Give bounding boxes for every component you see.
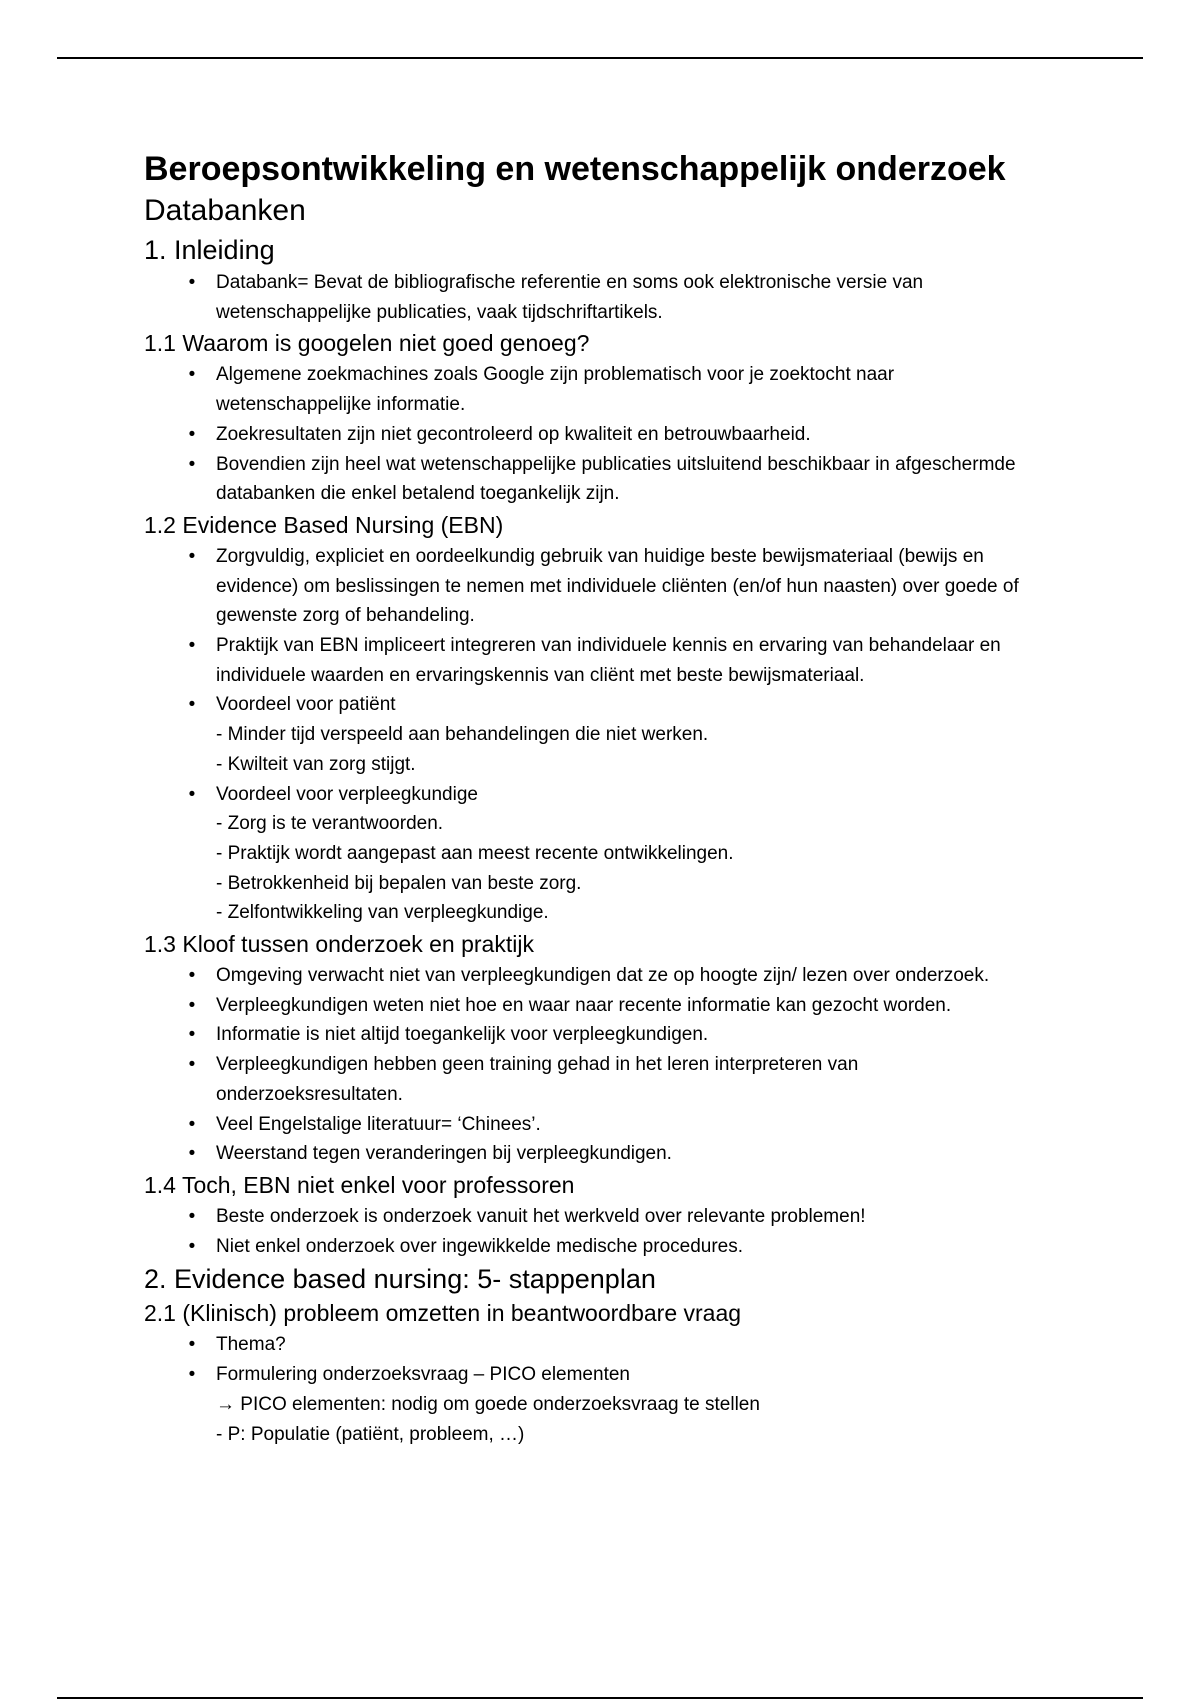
footer-rule <box>57 1697 1143 1699</box>
bullet-icon: • <box>188 1205 196 1227</box>
bullet-item <box>144 1050 1044 1109</box>
bullet-subline: - Zelfontwikkeling van verpleegkundige. <box>216 902 549 924</box>
bullet-text: Verpleegkundigen weten niet hoe en waar naar recente informatie kan gezocht worden. <box>216 994 952 1016</box>
bullet-icon: • <box>188 364 196 386</box>
section-heading: 1.3 Kloof tussen onderzoek en praktijk <box>144 931 534 958</box>
bullet-icon: • <box>188 783 196 805</box>
bullet-text: Bovendien zijn heel wat wetenschappelijke publicaties uitsluitend beschikbaar in afgeschermde databanken die enkel betalend toegankelijk zijn. <box>216 453 1016 505</box>
bullet-list <box>144 1202 1044 1261</box>
bullet-icon: • <box>188 423 196 445</box>
bullet-item <box>144 1020 1044 1050</box>
bullet-text: Weerstand tegen veranderingen bij verpleegkundigen. <box>216 1143 672 1165</box>
bullet-icon: • <box>188 545 196 567</box>
bullet-item <box>144 780 1044 929</box>
bullet-icon: • <box>188 1235 196 1257</box>
bullet-list <box>144 268 1044 327</box>
bullet-list <box>144 542 1044 928</box>
bullet-item <box>144 360 1044 419</box>
bullet-icon: • <box>188 272 196 293</box>
sections-container <box>144 232 1044 1449</box>
bullet-text: Veel Engelstalige literatuur= ‘Chinees’. <box>216 1113 541 1135</box>
bullet-text: Zorgvuldig, expliciet en oordeelkundig gebruik van huidige beste bewijsmateriaal (bewijs en evidence) om beslissingen te nemen met individuele cliënten (en/of hun naasten) over goede of gewenste zorg of behandeling. <box>216 545 1019 627</box>
bullet-item <box>144 450 1044 509</box>
bullet-subline: - Minder tijd verspeeld aan behandelingen die niet werken. <box>216 724 709 746</box>
bullet-text: Praktijk van EBN impliceert integreren van individuele kennis en ervaring van behandelaar en individuele waarden en ervaringskennis van cliënt met beste bewijsmateriaal. <box>216 635 1001 686</box>
bullet-item <box>144 1202 1044 1232</box>
section-heading: 1. Inleiding <box>144 235 275 265</box>
section-heading: 2.1 (Klinisch) probleem omzetten in beantwoordbare vraag <box>144 1300 742 1327</box>
bullet-subline: - Zorg is te verantwoorden. <box>216 813 444 835</box>
bullet-icon: • <box>188 1143 196 1165</box>
bullet-icon: • <box>188 994 196 1016</box>
header-rule <box>57 57 1143 59</box>
bullet-text: Niet enkel onderzoek over ingewikkelde medische procedures. <box>216 1235 744 1257</box>
document-title: Beroepsontwikkeling en wetenschappelijk onderzoek <box>144 150 1006 188</box>
bullet-list <box>144 1330 1044 1449</box>
bullet-text: Voordeel voor verpleegkundige <box>216 783 478 805</box>
bullet-text: Zoekresultaten zijn niet gecontroleerd op kwaliteit en betrouwbaarheid. <box>216 423 811 445</box>
document-body <box>144 148 1044 1449</box>
bullet-text: Formulering onderzoeksvraag – PICO elementen <box>216 1364 630 1386</box>
bullet-icon: • <box>188 1113 196 1135</box>
bullet-item <box>144 991 1044 1021</box>
bullet-text: Databank= Bevat de bibliografische referentie en soms ook elektronische versie van wetenschappelijke publicaties, vaak tijdschriftartikels. <box>216 272 924 323</box>
bullet-list <box>144 961 1044 1169</box>
bullet-icon: • <box>188 453 196 475</box>
bullet-text: Voordeel voor patiënt <box>216 694 396 716</box>
bullet-text: Informatie is niet altijd toegankelijk voor verpleegkundigen. <box>216 1024 709 1046</box>
section-heading: 1.1 Waarom is googelen niet goed genoeg? <box>144 330 590 357</box>
section-heading: 2. Evidence based nursing: 5- stappenplan <box>144 1264 656 1295</box>
bullet-item <box>144 420 1044 450</box>
bullet-item <box>144 1330 1044 1360</box>
bullet-subline: - Betrokkenheid bij bepalen van beste zorg. <box>216 872 582 894</box>
bullet-subline: → PICO elementen: nodig om goede onderzoeksvraag te stellen <box>216 1393 760 1415</box>
section-heading: 1.2 Evidence Based Nursing (EBN) <box>144 511 504 538</box>
bullet-item <box>144 1139 1044 1169</box>
document-subtitle: Databanken <box>144 194 306 227</box>
bullet-item <box>144 690 1044 779</box>
bullet-text: Verpleegkundigen hebben geen training gehad in het leren interpreteren van onderzoeksresultaten. <box>216 1054 859 1105</box>
bullet-icon: • <box>188 1334 196 1356</box>
bullet-list <box>144 360 1044 509</box>
bullet-icon: • <box>188 1364 196 1386</box>
bullet-icon: • <box>188 694 196 716</box>
bullet-icon: • <box>188 965 196 987</box>
bullet-text: Omgeving verwacht niet van verpleegkundigen dat ze op hoogte zijn/ lezen over onderzoek. <box>216 965 990 987</box>
bullet-item <box>144 961 1044 991</box>
bullet-text: Thema? <box>216 1334 286 1356</box>
bullet-item <box>144 1232 1044 1262</box>
bullet-item <box>144 631 1044 690</box>
bullet-subline: - Kwilteit van zorg stijgt. <box>216 753 416 775</box>
bullet-icon: • <box>188 635 196 657</box>
bullet-text: Algemene zoekmachines zoals Google zijn problematisch voor je zoektocht naar wetenschappelijke informatie. <box>216 364 895 416</box>
bullet-item <box>144 542 1044 631</box>
bullet-icon: • <box>188 1054 196 1076</box>
bullet-item <box>144 1110 1044 1140</box>
bullet-subline: - P: Populatie (patiënt, probleem, …) <box>216 1423 525 1445</box>
bullet-item <box>144 268 1044 327</box>
bullet-subline: - Praktijk wordt aangepast aan meest recente ontwikkelingen. <box>216 842 734 864</box>
bullet-item <box>144 1360 1044 1449</box>
bullet-icon: • <box>188 1024 196 1046</box>
bullet-text: Beste onderzoek is onderzoek vanuit het werkveld over relevante problemen! <box>216 1205 866 1227</box>
section-heading: 1.4 Toch, EBN niet enkel voor professoren <box>144 1171 575 1198</box>
